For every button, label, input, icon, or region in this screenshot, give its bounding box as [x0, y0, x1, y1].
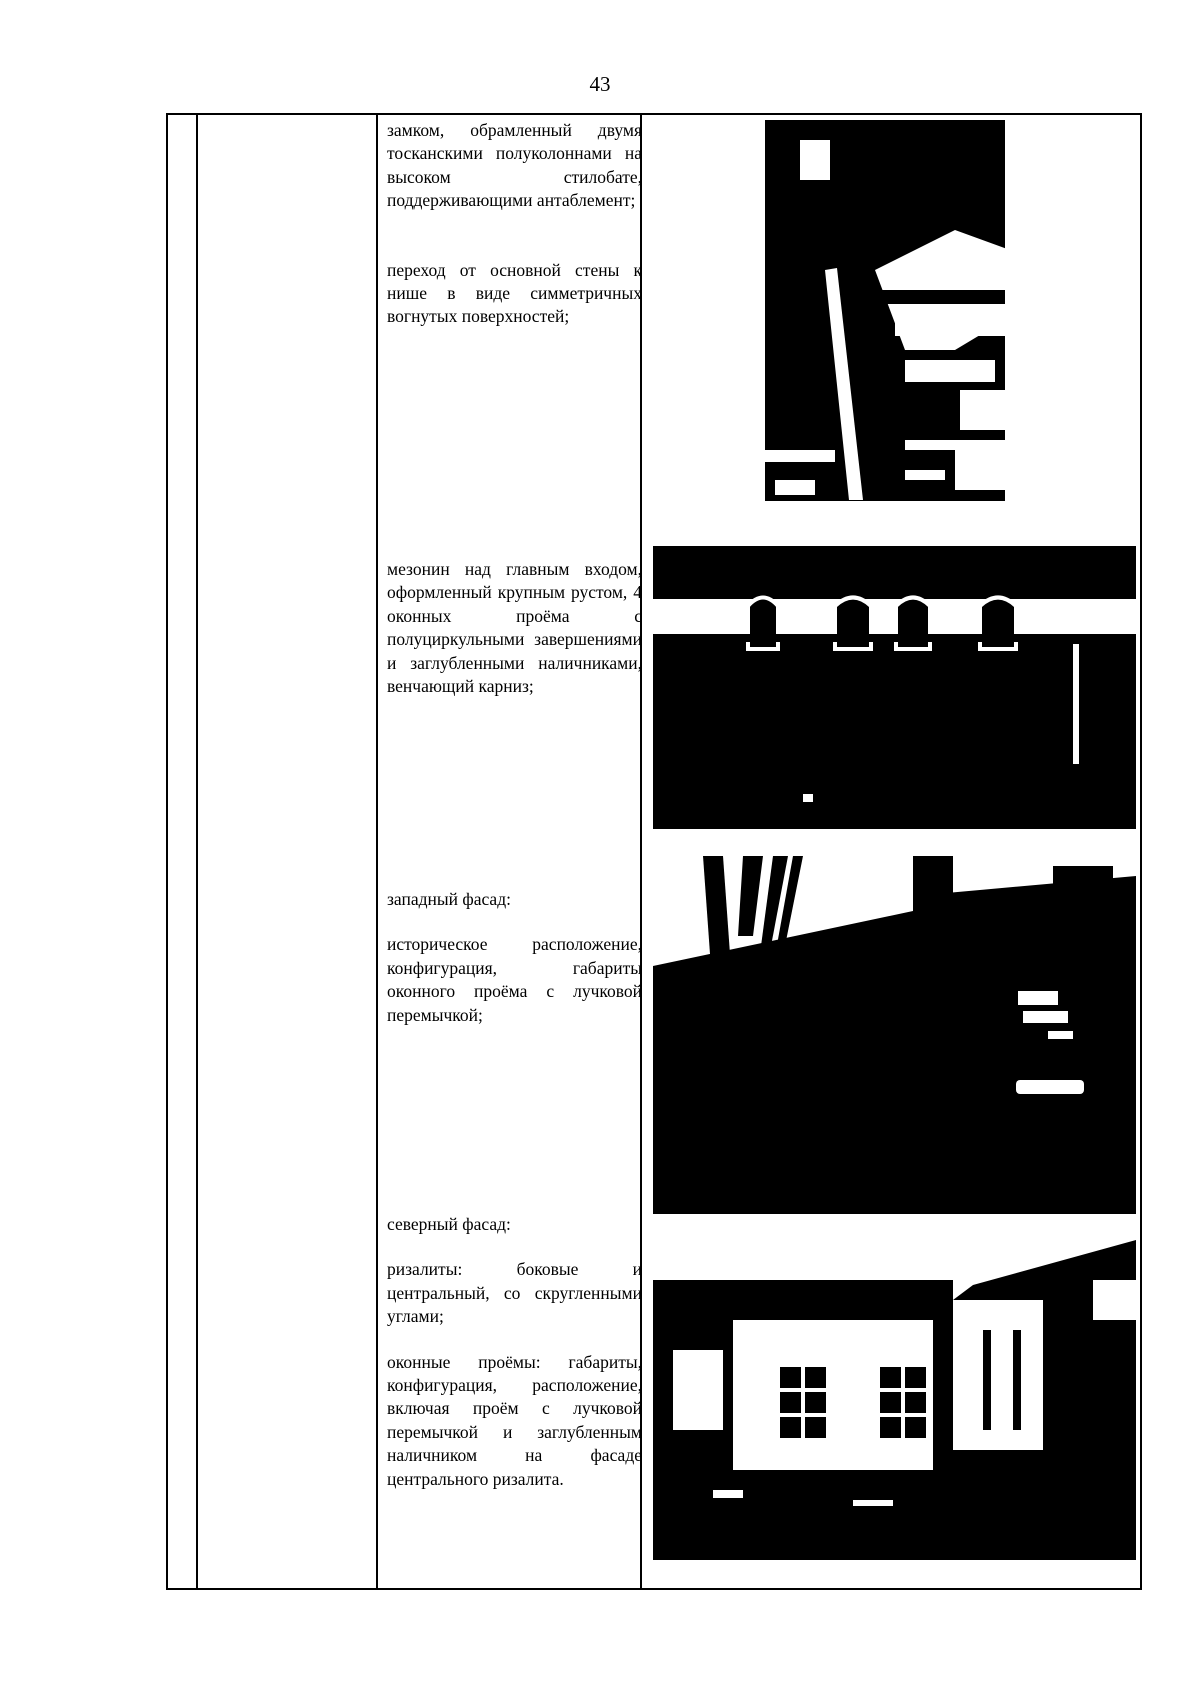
table-right-border — [1140, 113, 1142, 1590]
description-paragraph: ризалиты: боковые и центральный, со скругленными углами; — [387, 1259, 642, 1327]
description-cell-3 — [387, 888, 642, 1027]
description-paragraph: северный фасад: — [387, 1214, 511, 1234]
description-paragraph: мезонин над главным входом, оформленный крупным рустом, 4 оконных проёма с полуциркульными завершениями и заглубленными наличниками, венчающий карниз; — [387, 559, 642, 697]
description-paragraph: историческое расположение, конфигурация, габариты оконного проёма с лучковой перемычкой; — [387, 934, 642, 1025]
table-left-border — [166, 113, 168, 1590]
table-bottom-border — [166, 1588, 1142, 1590]
mezzanine-photo — [653, 544, 1136, 829]
west-facade-photo — [653, 856, 1136, 1214]
table-top-border — [166, 113, 1142, 115]
page-number: 43 — [589, 72, 611, 96]
description-paragraph: западный фасад: — [387, 889, 511, 909]
description-cell-1 — [387, 119, 642, 329]
description-cell-4 — [387, 1213, 642, 1491]
niche-column-photo — [755, 120, 1035, 501]
description-paragraph: переход от основной стены к нише в виде симметричных вогнутых поверхностей; — [387, 259, 642, 327]
north-facade-photo — [653, 1240, 1136, 1560]
column-divider-1 — [196, 113, 198, 1590]
description-paragraph: оконные проёмы: габариты, конфигурация, расположение, включая проём с лучковой перемычкой и заглубленным наличником на фасаде центрального ризалита. — [387, 1351, 642, 1489]
description-paragraph: замком, обрамленный двумя тосканскими полуколоннами на высоком стилобате, поддерживающими антаблемент; — [387, 120, 642, 211]
description-cell-2 — [387, 558, 642, 698]
column-divider-2 — [376, 113, 378, 1590]
